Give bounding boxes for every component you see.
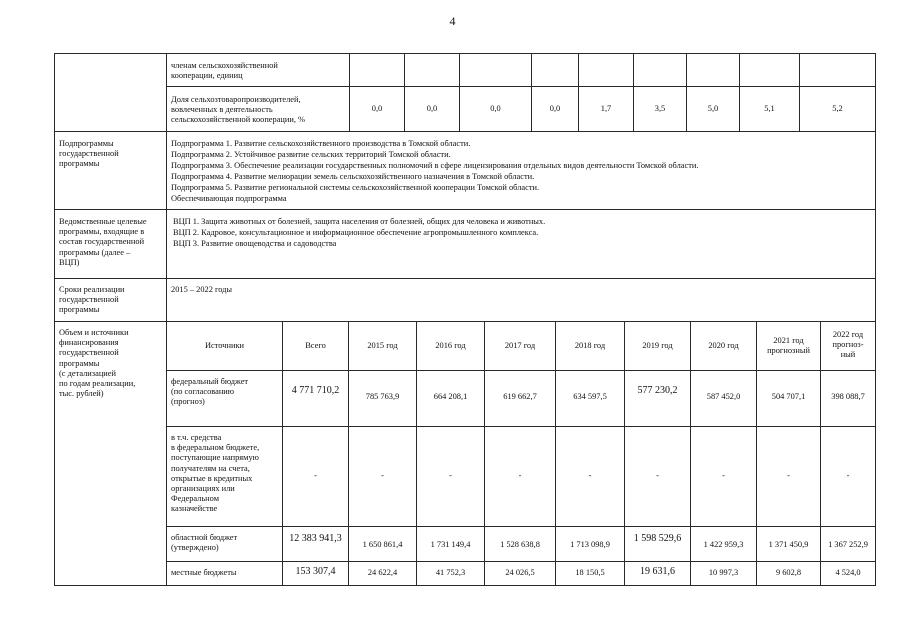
vcp-label: Ведомственные целевые программы, входящие в состав государственной программы (далее – ВЦП) xyxy=(59,217,147,267)
col-divider xyxy=(686,53,687,131)
col-divider xyxy=(404,53,405,131)
finance-row-divider xyxy=(166,426,876,427)
finance-value: 4 524,0 xyxy=(835,568,861,577)
finance-value: 1 731 149,4 xyxy=(430,540,471,549)
indicator-value: 0,0 xyxy=(490,104,501,113)
finance-value: - xyxy=(518,471,522,480)
finance-value: - xyxy=(656,471,659,480)
terms-label: Сроки реализации государственной программы xyxy=(59,285,125,315)
finance-total: 153 307,4 xyxy=(295,566,336,577)
finance-value: - xyxy=(449,471,452,480)
finance-row-divider xyxy=(166,526,876,527)
finance-header: 2021 год прогнозный xyxy=(767,336,810,356)
finance-value: 18 150,5 xyxy=(575,568,605,577)
indicator-label-share: Доля сельхозтоваропроизводителей, вовлеченных в деятельность сельскохозяйственной кооперации, % xyxy=(171,95,306,125)
finance-value: 785 763,9 xyxy=(365,392,400,401)
finance-value: 1 598 529,6 xyxy=(633,533,682,544)
row-divider xyxy=(54,209,876,210)
table-border-top xyxy=(54,53,876,54)
finance-source: в т.ч. средства в федеральном бюджете, поступающие напрямую получателям на счета, открытые в кредитных организациях или Федеральном казначействе xyxy=(171,433,260,514)
finance-header: Всего xyxy=(305,341,326,350)
row-divider xyxy=(54,131,876,132)
finance-value: - xyxy=(846,471,850,480)
subprogram-item: Подпрограмма 5. Развитие региональной системы сельскохозяйственной кооперации Томской области. xyxy=(171,183,540,192)
indicator-value: 0,0 xyxy=(371,104,383,113)
col-divider xyxy=(459,53,460,131)
table-border-bottom xyxy=(54,585,876,586)
finance-total: 4 771 710,2 xyxy=(291,385,340,396)
finance-value: - xyxy=(722,471,725,480)
finance-header: 2016 год xyxy=(435,341,466,350)
subprogram-item: Подпрограмма 2. Устойчивое развитие сельских территорий Томской области. xyxy=(171,150,451,159)
finance-header: 2017 год xyxy=(504,341,536,350)
finance-value: 398 088,7 xyxy=(831,392,865,401)
finance-value: 1 422 959,3 xyxy=(703,540,744,549)
row-divider xyxy=(166,86,876,87)
finance-header: 2015 год xyxy=(367,341,398,350)
finance-value: 504 707,1 xyxy=(771,392,806,401)
terms-value: 2015 – 2022 годы xyxy=(171,285,233,294)
finance-header: 2020 год xyxy=(708,341,739,350)
row-divider xyxy=(54,278,876,279)
subprograms-label: Подпрограммы государственной программы xyxy=(59,139,119,169)
table-border-left xyxy=(54,53,55,586)
vcp-item: ВЦП 2. Кадровое, консультационное и информационное обеспечение агропромышленного комплекса. xyxy=(173,228,539,237)
finance-value: 1 371 450,9 xyxy=(768,540,809,549)
finance-source: федеральный бюджет (по согласованию (прогноз) xyxy=(171,377,249,407)
finance-col-divider xyxy=(624,321,625,586)
finance-value: 587 452,0 xyxy=(706,392,741,401)
finance-value: 1 367 252,9 xyxy=(828,540,868,549)
subprogram-item: Подпрограмма 1. Развитие сельскохозяйственного производства в Томской области. xyxy=(171,139,471,148)
finance-value: 619 662,7 xyxy=(503,392,537,401)
finance-row-divider xyxy=(166,370,876,371)
finance-value: 577 230,2 xyxy=(637,385,678,396)
finance-value: 24 026,5 xyxy=(505,568,535,577)
finance-value: - xyxy=(787,471,790,480)
col-divider xyxy=(531,53,532,131)
col-divider xyxy=(799,53,800,131)
finance-row-divider xyxy=(166,561,876,562)
finance-source: местные бюджеты xyxy=(171,568,237,577)
finance-value: 41 752,3 xyxy=(435,568,466,577)
finance-source: областной бюджет (утверждено) xyxy=(171,533,238,553)
indicator-label-members: членам сельскохозяйственной кооперации, единиц xyxy=(171,61,278,81)
table-border-right xyxy=(875,53,876,586)
finance-header: 2022 год прогноз- ный xyxy=(832,330,864,360)
finance-header: 2019 год xyxy=(642,341,673,350)
vcp-item: ВЦП 1. Защита животных от болезней, защита населения от болезней, общих для человека и животных. xyxy=(173,217,546,226)
finance-header: 2018 год xyxy=(574,341,606,350)
subprogram-item: Подпрограмма 4. Развитие мелиорации земель сельскохозяйственного назначения в Томской области. xyxy=(171,172,535,181)
col-divider xyxy=(349,53,350,131)
finance-label: Объем и источники финансирования государственной программы (с детализацией по годам реализации, тыс. рублей) xyxy=(59,328,136,399)
finance-value: - xyxy=(588,471,592,480)
finance-value: 1 650 861,4 xyxy=(362,540,403,549)
indicator-value: 5,0 xyxy=(707,104,719,113)
finance-total: - xyxy=(314,471,317,480)
finance-value: 634 597,5 xyxy=(573,392,607,401)
finance-value: 24 622,4 xyxy=(367,568,398,577)
indicator-value: 3,5 xyxy=(654,104,666,113)
indicator-value: 5,2 xyxy=(832,104,843,113)
col-divider xyxy=(739,53,740,131)
subprogram-item: Подпрограмма 3. Обеспечение реализации государственных полномочий в сфере лицензирования отдельных видов деятельности Томской области. xyxy=(171,161,699,170)
finance-value: 664 208,1 xyxy=(433,392,468,401)
finance-value: 1 713 098,9 xyxy=(570,540,610,549)
finance-value: 19 631,6 xyxy=(640,566,675,577)
col-divider xyxy=(633,53,634,131)
finance-value: 9 602,8 xyxy=(775,568,802,577)
finance-total: 12 383 941,3 xyxy=(289,533,342,544)
label-column-divider xyxy=(166,53,167,586)
finance-value: 1 528 638,8 xyxy=(500,540,540,549)
finance-header: Источники xyxy=(204,341,244,350)
indicator-value: 5,1 xyxy=(764,104,775,113)
row-divider xyxy=(54,321,876,322)
indicator-value: 0,0 xyxy=(426,104,438,113)
finance-value: 10 997,3 xyxy=(708,568,739,577)
finance-value: - xyxy=(381,471,384,480)
indicator-value: 1,7 xyxy=(600,104,612,113)
col-divider xyxy=(578,53,579,131)
page-number: 4 xyxy=(449,14,456,28)
subprogram-item: Обеспечивающая подпрограмма xyxy=(171,194,287,203)
vcp-item: ВЦП 3. Развитие овощеводства и садоводства xyxy=(173,239,337,248)
indicator-value: 0,0 xyxy=(549,104,561,113)
finance-col-divider xyxy=(282,321,283,586)
